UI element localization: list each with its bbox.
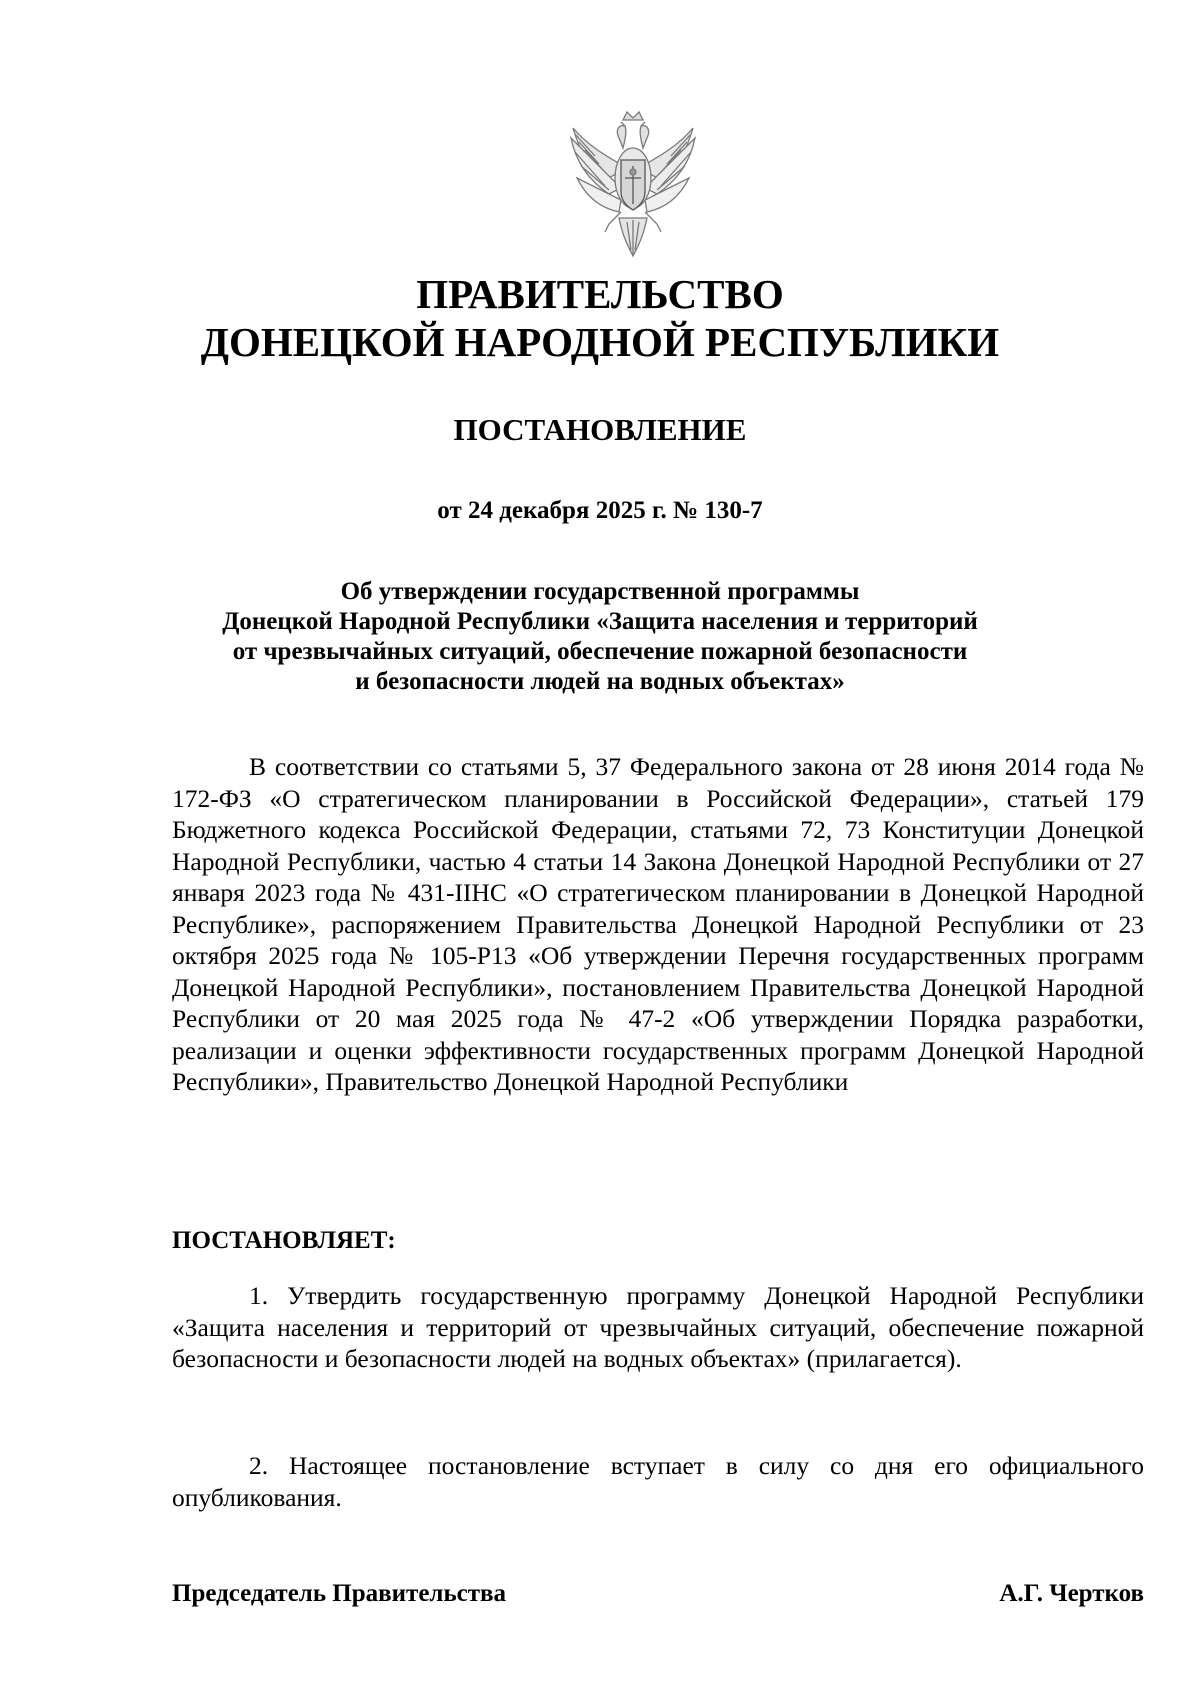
resolves-heading: ПОСТАНОВЛЯЕТ: [172, 1227, 396, 1254]
government-name-line2: ДОНЕЦКОЙ НАРОДНОЙ РЕСПУБЛИКИ [200, 319, 1000, 365]
preamble-paragraph: В соответствии со статьями 5, 37 Федерального закона от 28 июня 2014 года № 172-ФЗ «О стратегическом планировании в Российской Федерации», статьей 179 Бюджетного кодекса Российской Федерации, статьями 72, 73 Конституции Донецкой Народной Республики, частью 4 статьи 14 Закона Донецкой Народной Республики от 27 января 2023 года № 431-IIНС «О стратегическом планировании в Донецкой Народной Республике», распоряжением Правительства Донецкой Народной Республики от 23 октября 2025 года № 105-Р13 «Об утверждении Перечня государственных программ Донецкой Народной Республики», постановлением Правительства Донецкой Народной Республики от 20 мая 2025 года № 47-2 «Об утверждении Порядка разработки, реализации и оценки эффективности государственных программ Донецкой Народной Республики», Правительство Донецкой Народной Республики [172, 752, 1144, 1096]
subject-line: от чрезвычайных ситуаций, обеспечение пожарной безопасности [232, 638, 968, 665]
double-headed-eagle-coat-of-arms-icon [565, 108, 701, 268]
document-date-number: от 24 декабря 2025 г. № 130-7 [437, 497, 763, 524]
document-type: ПОСТАНОВЛЕНИЕ [453, 412, 747, 447]
resolution-item-1: 1. Утвердить государственную программу Донецкой Народной Республики «Защита населения и территорий от чрезвычайных ситуаций, обеспечение пожарной безопасности и безопасности людей на водных объектах» (прилагается). [172, 1281, 1144, 1373]
document-subject [160, 577, 1040, 697]
signatory-position: Председатель Правительства [172, 1580, 507, 1607]
subject-line: Донецкой Народной Республики «Защита населения и территорий [222, 608, 978, 635]
government-name-line1: ПРАВИТЕЛЬСТВО [416, 271, 784, 317]
subject-line: и безопасности людей на водных объектах» [355, 668, 845, 695]
subject-line: Об утверждении государственной программы [340, 578, 860, 605]
signatory-name: А.Г. Чертков [999, 1580, 1144, 1607]
resolution-item-2: 2. Настоящее постановление вступает в силу со дня его официального опубликования. [172, 1451, 1144, 1512]
